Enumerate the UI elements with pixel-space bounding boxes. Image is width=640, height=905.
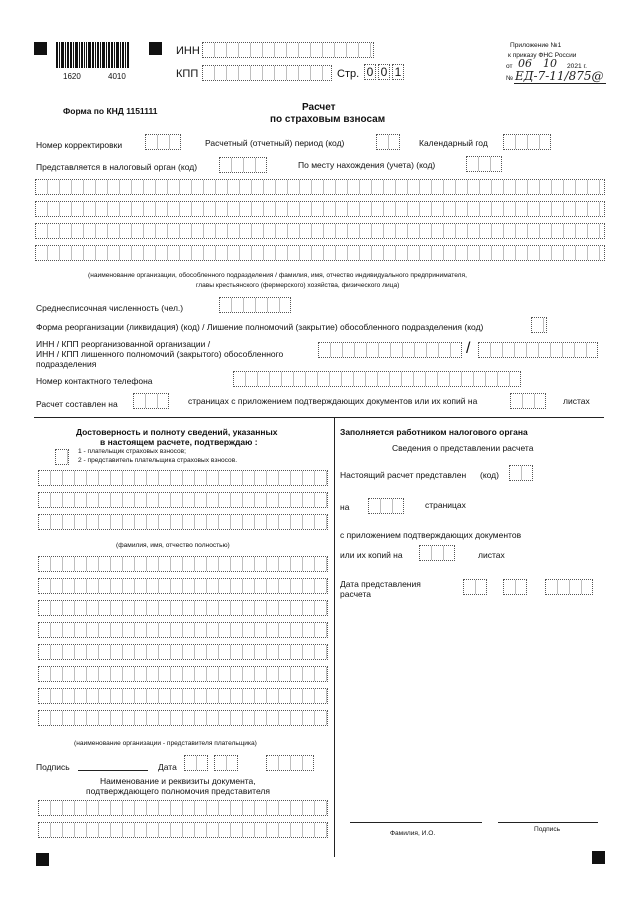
copies-on-label: или их копий на bbox=[340, 550, 403, 560]
right-signature-label: Подпись bbox=[534, 826, 561, 833]
period-field[interactable] bbox=[376, 134, 400, 150]
option-1: 1 - плательщик страховых взносов; bbox=[78, 448, 187, 455]
appendix-line-3-prefix: от bbox=[506, 63, 513, 70]
org-name-row-3[interactable] bbox=[35, 223, 605, 239]
org-name-row-1[interactable] bbox=[35, 179, 605, 195]
phone-field[interactable] bbox=[233, 371, 521, 387]
date-submit-line-2: расчета bbox=[340, 589, 372, 599]
title-line-2: по страховым взносам bbox=[270, 114, 386, 125]
pages-count-field[interactable] bbox=[133, 393, 169, 409]
org-rep-row-5[interactable] bbox=[38, 644, 328, 660]
name-row-1[interactable] bbox=[38, 470, 328, 486]
inn-kpp-line-3: подразделения bbox=[36, 359, 97, 369]
left-heading-line-2: в настоящем расчете, подтверждаю : bbox=[100, 437, 258, 447]
tax-authority-label: Представляется в налоговый орган (код) bbox=[36, 162, 198, 172]
appendix-line-2: к приказу ФНС России bbox=[508, 52, 577, 59]
period-label: Расчетный (отчетный) период (код) bbox=[205, 138, 345, 148]
right-pages-field[interactable] bbox=[368, 498, 404, 514]
org-caption-line-2: главы крестьянского (фермерского) хозяйства, физического лица) bbox=[196, 282, 400, 289]
appendix-line-3-suffix: 2021 г. bbox=[567, 63, 587, 70]
correction-number-field[interactable] bbox=[145, 134, 181, 150]
right-heading: Заполняется работником налогового органа bbox=[340, 427, 528, 437]
appendix-line-4-prefix: № bbox=[506, 75, 514, 82]
signature-label: Подпись bbox=[36, 762, 70, 772]
pages-middle: страницах с приложением подтверждающих документов или их копий на bbox=[188, 396, 478, 406]
attachment-sheets-field[interactable] bbox=[510, 393, 546, 409]
barcode-number-right: 4010 bbox=[108, 72, 126, 81]
reorganization-field[interactable] bbox=[531, 317, 547, 333]
doc-row-2[interactable] bbox=[38, 822, 328, 838]
sheets-label: листах bbox=[478, 550, 505, 560]
appendix-underline bbox=[514, 83, 606, 84]
pages-prefix: Расчет составлен на bbox=[36, 399, 118, 409]
year-field[interactable] bbox=[503, 134, 551, 150]
right-signature-line[interactable] bbox=[498, 822, 598, 823]
appendix-number-handwritten: ЕД-7-11/875@ bbox=[515, 69, 604, 83]
right-date-day[interactable] bbox=[463, 579, 487, 595]
reorg-inn-field[interactable] bbox=[318, 342, 462, 358]
inn-field[interactable] bbox=[202, 42, 374, 58]
registration-marker-top-middle bbox=[149, 42, 162, 55]
appendix-date-handwritten: 06 bbox=[518, 57, 532, 70]
doc-line-1: Наименование и реквизиты документа, bbox=[100, 776, 256, 786]
pages-label: страницах bbox=[425, 500, 466, 510]
kpp-field[interactable] bbox=[202, 65, 332, 81]
doc-line-2: подтверждающего полномочия представителя bbox=[86, 786, 270, 796]
on-label: на bbox=[340, 502, 350, 512]
inn-kpp-line-1: ИНН / КПП реорганизованной организации / bbox=[36, 339, 211, 349]
page-digit-2-value: 0 bbox=[380, 65, 388, 79]
org-name-row-4[interactable] bbox=[35, 245, 605, 261]
left-heading-line-1: Достоверность и полноту сведений, указанных bbox=[76, 427, 278, 437]
inn-kpp-line-2: ИНН / КПП лишенного полномочий (закрытого) обособленного bbox=[36, 349, 284, 359]
correction-number-label: Номер корректировки bbox=[36, 140, 123, 150]
right-date-year[interactable] bbox=[545, 579, 593, 595]
fio-line[interactable] bbox=[350, 822, 482, 823]
phone-label: Номер контактного телефона bbox=[36, 376, 153, 386]
date-submit-line-1: Дата представления bbox=[340, 579, 421, 589]
org-name-row-2[interactable] bbox=[35, 201, 605, 217]
with-docs-label: с приложением подтверждающих документов bbox=[340, 530, 522, 540]
option-2: 2 - представитель плательщика страховых взносов. bbox=[78, 457, 238, 464]
form-knd: Форма по КНД 1151111 bbox=[63, 106, 158, 116]
signature-line[interactable] bbox=[78, 770, 148, 771]
doc-row-1[interactable] bbox=[38, 800, 328, 816]
column-divider bbox=[334, 417, 335, 857]
date-label: Дата bbox=[158, 762, 177, 772]
left-date-year[interactable] bbox=[266, 755, 314, 771]
page-digit-3[interactable] bbox=[392, 64, 404, 80]
right-date-month[interactable] bbox=[503, 579, 527, 595]
confirmer-type-field[interactable] bbox=[55, 449, 69, 465]
inn-kpp-slash: / bbox=[466, 340, 471, 357]
org-rep-caption: (наименование организации - представителя плательщика) bbox=[74, 740, 257, 747]
appendix-month-handwritten: 10 bbox=[543, 57, 557, 70]
org-rep-row-2[interactable] bbox=[38, 578, 328, 594]
registration-marker-bottom-right bbox=[592, 851, 605, 864]
headcount-label: Среднесписочная численность (чел.) bbox=[36, 303, 184, 313]
name-row-3[interactable] bbox=[38, 514, 328, 530]
page-digit-3-value: 1 bbox=[394, 65, 402, 79]
page-digit-2[interactable] bbox=[378, 64, 390, 80]
org-caption-line-1: (наименование организации, обособленного подразделения / фамилия, имя, отчество индивидуального предпринимателя, bbox=[88, 272, 467, 279]
org-rep-row-6[interactable] bbox=[38, 666, 328, 682]
org-rep-row-7[interactable] bbox=[38, 688, 328, 704]
appendix-line-1: Приложение №1 bbox=[510, 42, 562, 49]
name-caption: (фамилия, имя, отчество полностью) bbox=[116, 542, 230, 549]
reorganization-label: Форма реорганизации (ликвидация) (код) / Лишение полномочий (закрытие) обособленного подразделения (код) bbox=[36, 322, 484, 332]
page-digit-1[interactable] bbox=[364, 64, 376, 80]
org-rep-row-4[interactable] bbox=[38, 622, 328, 638]
submitted-code-label: (код) bbox=[480, 470, 499, 480]
title-line-1: Расчет bbox=[302, 102, 336, 113]
page-label: Стр. bbox=[337, 68, 360, 80]
right-sheets-field[interactable] bbox=[419, 545, 455, 561]
fio-label: Фамилия, И.О. bbox=[390, 830, 436, 837]
pages-suffix: листах bbox=[563, 396, 590, 406]
inn-label: ИНН bbox=[176, 45, 200, 57]
org-rep-row-1[interactable] bbox=[38, 556, 328, 572]
reorg-kpp-field[interactable] bbox=[478, 342, 598, 358]
registration-marker-top-left bbox=[34, 42, 47, 55]
left-date-month[interactable] bbox=[214, 755, 238, 771]
submitted-code-field[interactable] bbox=[509, 465, 533, 481]
page-digit-1-value: 0 bbox=[366, 65, 374, 79]
barcode-number-left: 1620 bbox=[63, 72, 81, 81]
org-rep-row-3[interactable] bbox=[38, 600, 328, 616]
headcount-field[interactable] bbox=[219, 297, 291, 313]
org-rep-row-8[interactable] bbox=[38, 710, 328, 726]
tax-authority-field[interactable] bbox=[219, 157, 267, 173]
kpp-label: КПП bbox=[176, 68, 199, 80]
barcode bbox=[56, 42, 130, 68]
registration-marker-bottom-left bbox=[36, 853, 49, 866]
location-label: По месту нахождения (учета) (код) bbox=[298, 160, 436, 170]
section-divider bbox=[34, 417, 604, 418]
location-field[interactable] bbox=[466, 156, 502, 172]
left-date-day[interactable] bbox=[184, 755, 208, 771]
right-subheading: Сведения о представлении расчета bbox=[392, 443, 534, 453]
name-row-2[interactable] bbox=[38, 492, 328, 508]
year-label: Календарный год bbox=[419, 138, 488, 148]
submitted-label: Настоящий расчет представлен bbox=[340, 470, 467, 480]
